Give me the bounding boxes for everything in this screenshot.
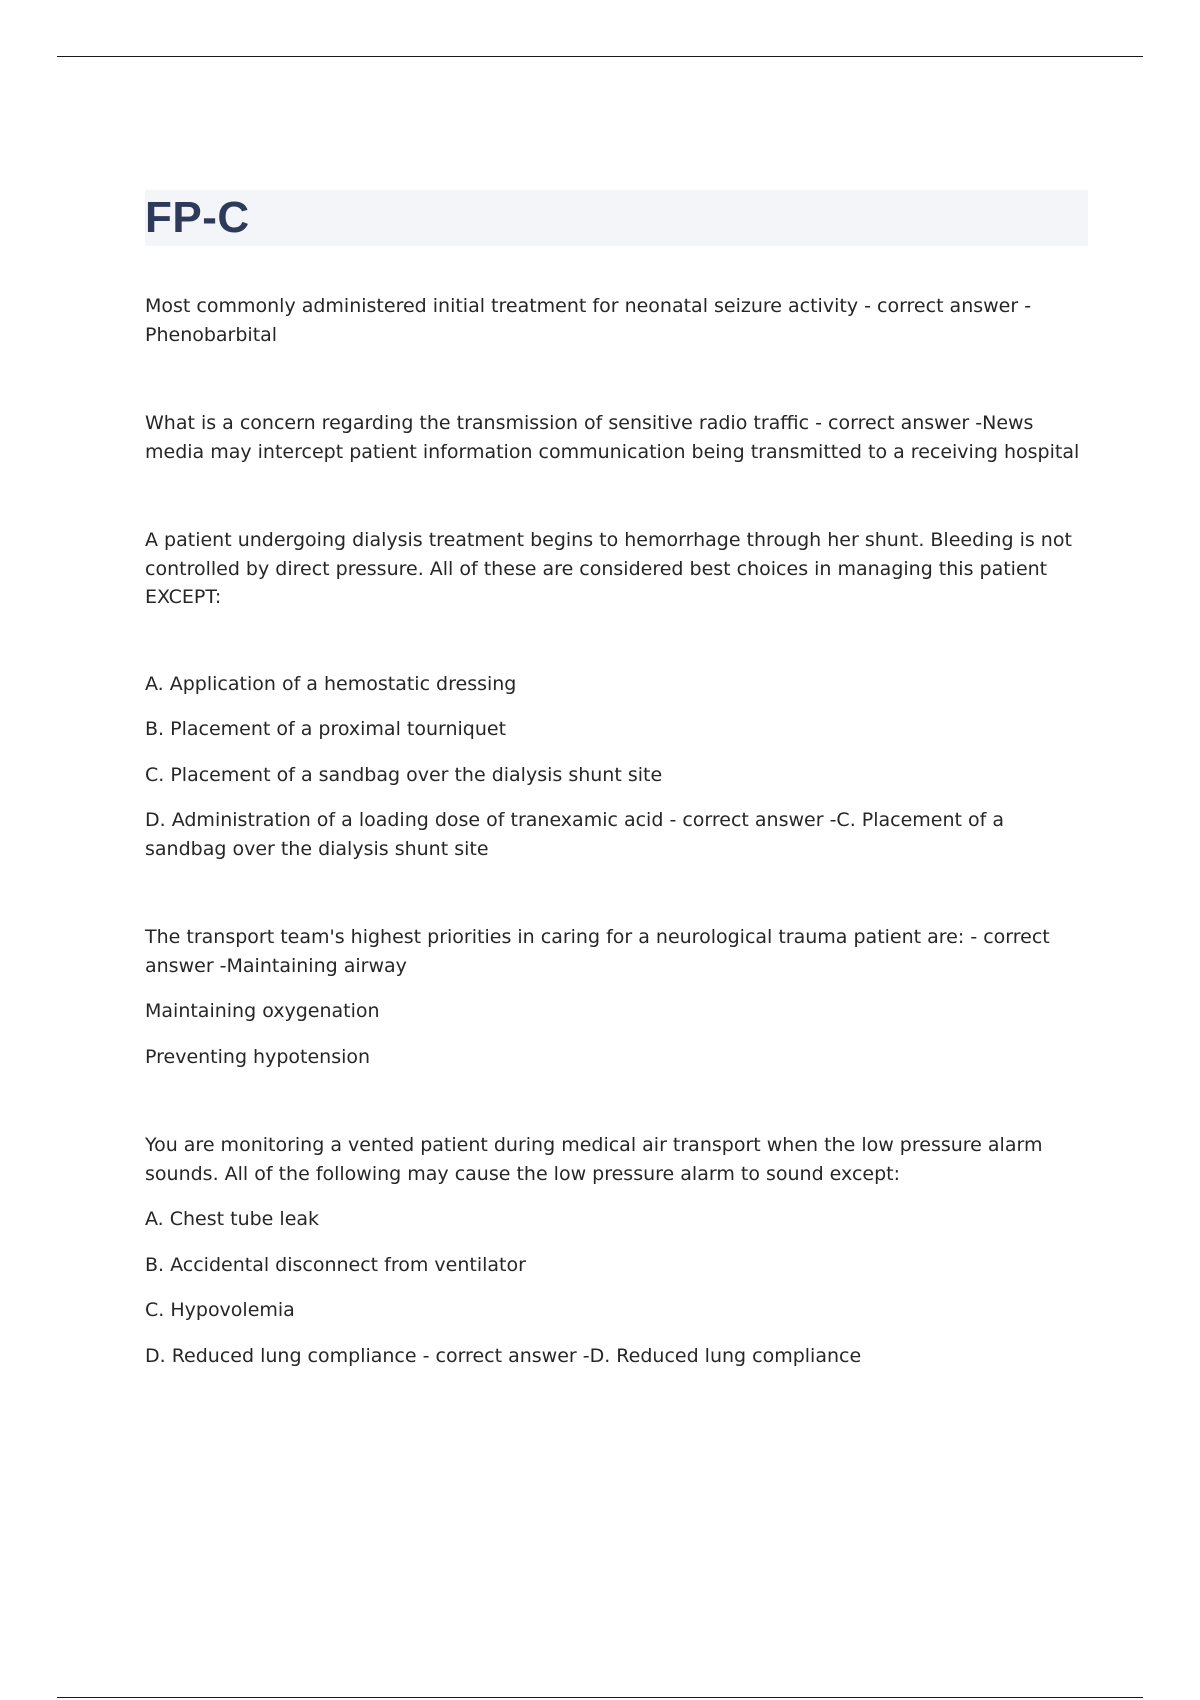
option-c: C. Placement of a sandbag over the dialysis shunt site [145,763,663,786]
question-text: The transport team's highest priorities in caring for a neurological trauma patient are: - correct answer -Maintaining airway [145,926,1050,977]
option-a: A. Chest tube leak [145,1208,320,1230]
question-text: A patient undergoing dialysis treatment begins to hemorrhage through her shunt. Bleeding is not controlled by direct pressure. All of these are considered best choices in managing this patient EXCEPT: [145,529,1072,608]
question-3-options [145,670,1090,864]
question-1 [145,292,1090,349]
answer-line: Preventing hypotension [145,1045,371,1068]
option-d-with-answer: D. Administration of a loading dose of tranexamic acid - correct answer -C. Placement of a sandbag over the dialysis shunt site [145,809,1005,860]
option-c: C. Hypovolemia [145,1299,295,1321]
question-text: What is a concern regarding the transmission of sensitive radio traffic - correct answer -News media may intercept patient information communication being transmitted to a receiving hospital [145,412,1080,463]
answer-line: Maintaining oxygenation [145,1000,380,1022]
option-b: B. Placement of a proximal tourniquet [145,718,507,740]
document-body [145,292,1090,1370]
document-title: FP-C [145,193,250,242]
title-band [145,190,1088,246]
top-divider [57,56,1143,57]
question-5 [145,1131,1090,1370]
bottom-divider [57,1697,1143,1698]
question-2 [145,409,1090,466]
question-text: You are monitoring a vented patient during medical air transport when the low pressure alarm sounds. All of the following may cause the low pressure alarm to sound except: [145,1134,1043,1185]
question-text: Most commonly administered initial treatment for neonatal seizure activity - correct answer -Phenobarbital [145,295,1032,346]
option-b: B. Accidental disconnect from ventilator [145,1253,526,1276]
question-4 [145,923,1090,1071]
question-3 [145,526,1090,612]
option-d-with-answer: D. Reduced lung compliance - correct answer -D. Reduced lung compliance [145,1344,862,1367]
option-a: A. Application of a hemostatic dressing [145,672,517,695]
